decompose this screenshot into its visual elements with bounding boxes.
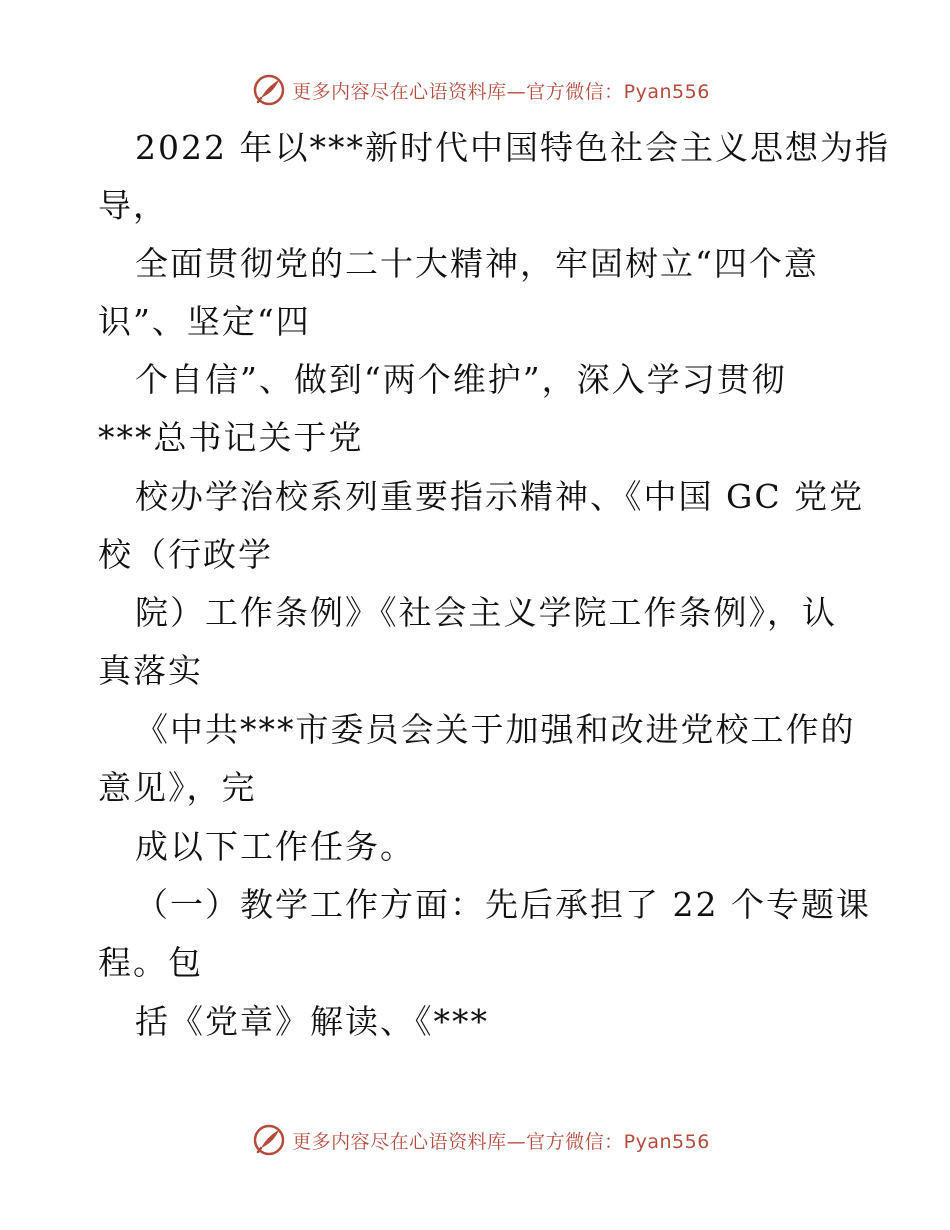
text-line: 全面贯彻党的二十大精神，牢固树立“四个意 bbox=[135, 244, 819, 283]
watermark-text: 更多内容尽在心语资料库—官方微信：Pyan556 bbox=[292, 80, 710, 103]
text-line: 2022 年以***新时代中国特色社会主义思想为指 bbox=[135, 128, 890, 167]
text-line: 校（行政学 bbox=[98, 535, 273, 574]
header-watermark bbox=[0, 70, 950, 110]
quill-logo-icon bbox=[252, 73, 286, 107]
text-line: （一）教学工作方面：先后承担了 22 个专题课 bbox=[135, 885, 871, 924]
text-line: 院）工作条例》《社会主义学院工作条例》，认 bbox=[135, 593, 837, 632]
text-line: 真落实 bbox=[98, 651, 203, 690]
text-line: ***总书记关于党 bbox=[98, 418, 364, 457]
footer-watermark bbox=[0, 1120, 950, 1160]
text-line: 意见》，完 bbox=[98, 768, 257, 807]
text-line: 个自信”、做到“两个维护”，深入学习贯彻 bbox=[135, 360, 787, 399]
text-line: 程。包 bbox=[98, 943, 203, 982]
text-line: 《中共***市委员会关于加强和改进党校工作的 bbox=[135, 710, 856, 749]
text-line: 括《党章》解读、《*** bbox=[135, 1002, 489, 1041]
text-line: 校办学治校系列重要指示精神、《中国 GC 党党 bbox=[135, 477, 865, 516]
text-line: 成以下工作任务。 bbox=[135, 827, 415, 866]
text-line: 导， bbox=[98, 186, 168, 225]
text-line: 识”、坚定“四 bbox=[98, 302, 311, 341]
quill-logo-icon bbox=[252, 1123, 286, 1157]
watermark-text: 更多内容尽在心语资料库—官方微信：Pyan556 bbox=[292, 1130, 710, 1153]
